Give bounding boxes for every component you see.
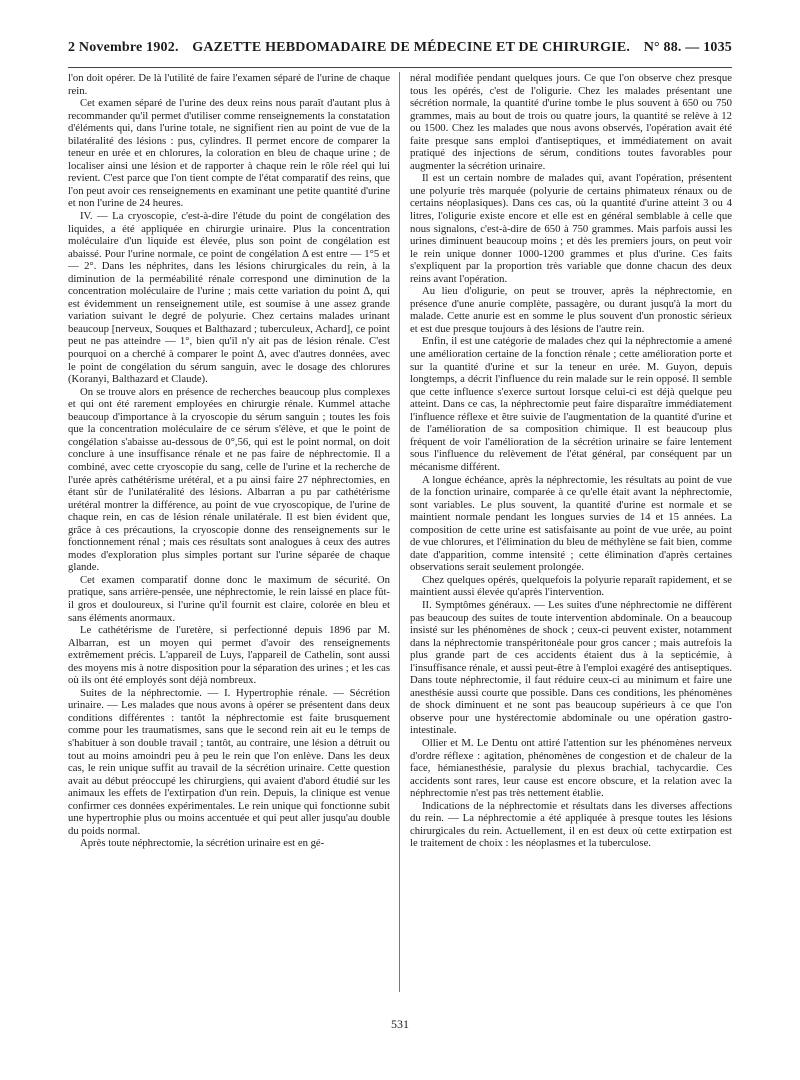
left-column [68,72,390,1012]
column-rule [399,72,400,992]
issue-date: 2 Novembre 1902. [68,40,179,55]
paragraph: On se trouve alors en présence de recherches beaucoup plus complexes et qui ont été rarement employées en chirurgie rénale. Kummel attache beaucoup d'importance à la cryoscopie du sérum sanguin ; toutes les fois que la concentration moléculaire de ce sérum s'élève, et que le point de congélation s'abaisse au-dessous de 0°,56, qui est le point normal, on doit conclure à une insuffisance rénale et ne pas faire de néphrectomie. Il a combiné, avec cette cryoscopie du sang, celle de l'urine et la recherche de l'urée après cathétérisme urétéral, et a pu ainsi faire 27 néphrectomies, en étant sûr de l'unilatéralité des lésions. Albarran a pu par cathétérisme urétéral montrer la différence, au point de vue cryoscopique, de l'urine de chaque rein, en cas de lésion rénale unilatérale. Il est bien évident que, grâce à ces précautions, la cryoscopie donne des renseignements sur le fonctionnement rénal ; mais ces résultats sont analogues à ceux des autres modes d'exploration plus simples portant sur l'urine séparée de chaque glande. [68,385,390,574]
issue-page-number: N° 88. — 1035 [643,40,732,55]
paragraph: Chez quelques opérés, quelquefois la polyurie reparaît rapidement, et se maintient aussi élevée qu'après l'intervention. [410,573,732,599]
paragraph: Après toute néphrectomie, la sécrétion urinaire est en gé- [80,837,325,850]
paragraph: Il est un certain nombre de malades qui, avant l'opération, présentent une polyurie très marquée (polyurie de certains phimateux rénaux ou de certains néoplasiques). Dans ces cas, où la quantité d'urine atteint 3 ou 4 litres, l'oligurie existe encore et elle est en général semblable à celle que nous signalons, c'est-à-dire de 650 à 750 grammes. Mais parfois aussi les urines diminuent beaucoup moins ; et dès les premiers jours, on peut voir le rein unique donner 1000-1200 grammes et plus d'urine. Ces faits s'expliquent par la proportion très variable que donne chacun des deux reins avant l'opération. [410,172,732,285]
paragraph: néral modifiée pendant quelques jours. Ce que l'on observe chez presque tous les opérés, c'est de l'oligurie. Chez les malades présentant une sécrétion normale, la quantité d'urine tombe le plus souvent à 650 ou 750 grammes, mais au bout de trois ou quatre jours, la quantité se relève à 12 ou 1500. Chez les malades que nous avons observés, l'opération avait été faite presque sans emploi d'antiseptiques, et immédiatement on avait pratiqué des injections de sérum, conditions toutes favorables pour augmenter la sécrétion urinaire. [410,72,732,172]
section-paragraph: Suites de la néphrectomie. — I. Hypertrophie rénale. — Sécrétion urinaire. — Les malades que nous avons à opérer se présentent dans deux conditions différentes : tantôt la néphrectomie est faite brusquement comme pour les traumatismes, sans que le second rein ait eu le temps de s'habituer à son double travail ; tantôt, au contraire, une lésion a détruit ou tout au moins amoindri peu à peu le rein que l'on enlève. Dans les deux cas, le rein unique suffit au travail de la sécrétion urinaire. Cette question avait au début préoccupé les chirurgiens, qui avaient d'abord étudié sur les animaux les effets de l'extirpation d'un rein. Depuis, la clinique est venue confirmer ces données expérimentales. Le rein unique qui fonctionne subit une hypertrophie plus ou moins accentuée et qui peut aller jusqu'au double du poids normal. [68,686,390,837]
paragraph: l'on doit opérer. De là l'utilité de faire l'examen séparé de l'urine de chaque rein. [68,72,390,97]
paragraph: A longue échéance, après la néphrectomie, les résultats au point de vue de la fonction urinaire, comparée à ce qu'elle était avant la néphrectomie, sont variables. Le plus souvent, la quantité d'urine est normale et se maintient normale pendant les longues survies de 14 et 15 années. La composition de cette urine est satisfaisante au point de vue urée, au point de vue chlorures, et l'élimination du bleu de méthylène se fait bien, comme date d'apparition, comme intensité ; cette élimination d'après certaines observations serait seulement prolongée. [410,473,732,574]
page-folio: 531 [391,1017,409,1031]
body-columns [68,72,732,1012]
running-header [68,40,732,68]
paragraph: Au lieu d'oligurie, on peut se trouver, après la néphrectomie, en présence d'une anurie complète, passagère, ou durant jusqu'à la mort du malade. Cette anurie est en somme le plus souvent d'un pronostic sérieux et est due presque toujours à des lésions de l'autre rein. [410,285,732,335]
paragraph: IV. — La cryoscopie, c'est-à-dire l'étude du point de congélation des liquides, a été appliquée en chirurgie urinaire. Plus la concentration moléculaire d'un liquide est élevée, plus son point de congélation est abaissé. Pour l'urine normale, ce point de congélation Δ est entre — 1°5 et — 2°. Dans les néphrites, dans les lésions chirurgicales du rein, à la diminution de la perméabilité rénale correspond une diminution de la concentration moléculaire de l'urine ; mais cette variation du point Δ, qui est évidemment un renseignement utile, est soumise à une assez grande variation suivant le degré de polyurie. Chez certains malades urinant beaucoup [nerveux, Souques et Balthazard ; tuberculeux, Achard], ce point peut ne pas atteindre — 1°, bien qu'il n'y ait pas de lésion rénale. C'est pourquoi on a cherché à comparer le point Δ, avec d'autres données, avec le point de congélation du sérum sanguin, avec le dosage des chlorures (Koranyi, Balthazard et Claude). [68,210,390,386]
right-column [410,72,732,1012]
section-paragraph: II. Symptômes généraux. — Les suites d'une néphrectomie ne diffèrent pas beaucoup des suites de toute intervention abdominale. On a beaucoup insisté sur les phénomènes de shock ; ceux-ci peuvent exister, notamment dans la néphrectomie transpéritonéale pour gros cancer ; mais autrefois la plus grande part de ces accidents étaient dus à la septicémie, à l'insuffisance rénale, et aussi peut-être à l'emploi exagéré des antiseptiques. Dans toute néphrectomie, il faut réduire ceux-ci au minimum et faire une anesthésie aussi courte que possible. Dans ces conditions, les phénomènes de shock diminuent et ne sont pas beaucoup supérieurs à ce que l'on observe pour une hystérectomie abdominale ou une opération gastro-intestinale. [410,598,732,737]
paragraph: Enfin, il est une catégorie de malades chez qui la néphrectomie a amené une amélioration certaine de la fonction rénale ; cette amélioration porte et sur la quantité d'urine et sur la teneur en urée. M. Guyon, depuis longtemps, a décrit l'influence du rein malade sur le rein opposé. Il semble que cette influence s'exerce surtout lorsque celui-ci est déjà quelque peu atteint. Dans ce cas, la néphrectomie peut faire disparaître immédiatement l'influence réflexe et être suivie de l'augmentation de la quantité d'urine et de l'amélioration de sa composition chimique. Il est beaucoup plus fréquent de voir l'amélioration de la sécrétion urinaire se faire lentement sous l'influence du relèvement de l'état général, par conséquent par un mécanisme différent. [410,335,732,473]
paragraph: Cet examen comparatif donne donc le maximum de sécurité. On pratique, sans arrière-pensée, une néphrectomie, le rein laissé en place fût-il gros et douloureux, si l'urine qu'il fournit est claire, colorée en bleu et sans éléments anormaux. [68,573,390,624]
paragraph: Ollier et M. Le Dentu ont attiré l'attention sur les phénomènes nerveux d'ordre réflexe : agitation, phénomènes de congestion et de chaleur de la face, hémianesthésie, paralysie du plexus brachial, tachycardie. Ces accidents sont rares, leur cause est encore obscure, et la relation avec la néphrectomie n'est pas très nettement établie. [410,736,732,800]
section-paragraph: Indications de la néphrectomie et résultats dans les diverses affections du rein. — La néphrectomie a été appliquée à presque toutes les lésions chirurgicales du rein. Actuellement, il en est deux où cette extirpation est le traitement de choix : les néoplasmes et la tuberculose. [410,799,732,850]
paragraph: Le cathétérisme de l'uretère, si perfectionné depuis 1896 par M. Albarran, est un moyen qui permet d'avoir des renseignements extrêmement précis. L'appareil de Luys, l'appareil de Cathelin, sont aussi des moyens mis à notre disposition pour la séparation des urines ; et les cas où ils ont été employés sont déjà nombreux. [68,624,390,687]
journal-title: GAZETTE HEBDOMADAIRE DE MÉDECINE ET DE CHIRURGIE. [192,40,631,55]
paragraph: Cet examen séparé de l'urine des deux reins nous paraît d'autant plus à recommander qu'il permet d'utiliser comme renseignements la constatation d'éléments qui, dans l'urine totale, ne signifient rien au point de vue de la bilatéralité des lésions : pus, cylindres. Il permet encore de comparer la teneur en urée et en chlorures, la coloration en bleu de chaque urine ; de localiser ainsi une lésion et de rapporter à chaque rein le rôle réel qui lui revient. C'est parce que l'on tient compte de l'état comparatif des reins, que l'on peut avoir ces renseignements en examinant une petite quantité d'urine et non l'urine de 24 heures. [68,97,390,210]
